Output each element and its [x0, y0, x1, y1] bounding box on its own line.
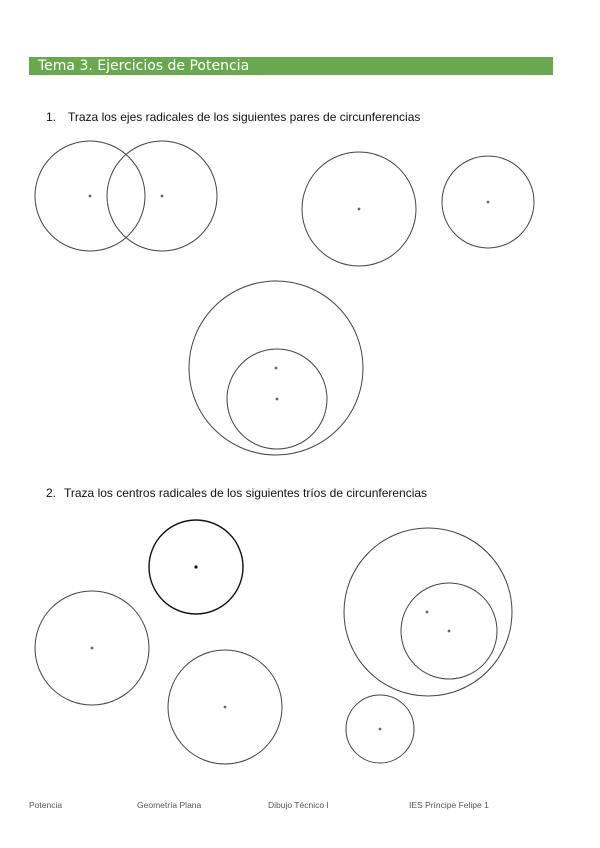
center-dot — [224, 706, 227, 709]
center-dot — [448, 630, 451, 633]
center-dot — [194, 565, 197, 568]
center-dot — [379, 728, 382, 731]
center-dot — [358, 208, 361, 211]
section-title: Tema 3. Ejercicios de Potencia — [38, 58, 250, 74]
exercise-2-text: Traza los centros radicales de los siguientes tríos de circunferencias — [64, 486, 428, 500]
center-dot — [89, 195, 92, 198]
center-dot — [91, 647, 94, 650]
center-dot — [161, 195, 164, 198]
center-dot — [487, 201, 490, 204]
center-dot — [426, 611, 429, 614]
center-dot — [275, 367, 278, 370]
exercise-2-number: 2. — [46, 486, 57, 500]
footer-topic: Potencia — [29, 800, 63, 810]
footer-subject-area: Geometría Plana — [137, 800, 202, 810]
center-dot — [276, 398, 279, 401]
exercise-1-text: Traza los ejes radicales de los siguientes pares de circunferencias — [68, 110, 421, 124]
footer-course: Dibujo Técnico I — [268, 800, 329, 810]
footer-school-page: IES Príncipe Felipe 1 — [409, 800, 489, 810]
exercise-1-number: 1. — [46, 110, 57, 124]
